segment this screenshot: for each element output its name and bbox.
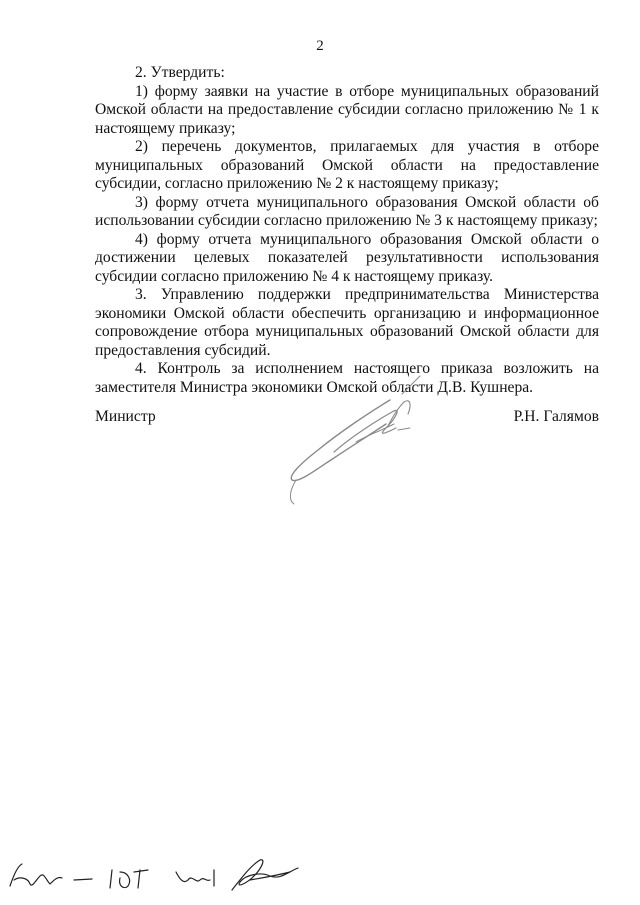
paragraph-approve-heading: 2. Утвердить:	[135, 64, 225, 81]
paragraph-item-2: 2) перечень документов, прилагаемых для участия в отборе муниципальных образований Омской области на предоставление субсидии, согласно приложению № 2 к настоящему приказу;	[95, 138, 599, 192]
paragraph-point-3: 3. Управлению поддержки предпринимательства Министерства экономики Омской области обеспечить организацию и информационное сопровождение отбора муниципальных образований Омской области для предоставления субсидий.	[95, 286, 599, 359]
paragraph-item-3: 3) форму отчета муниципального образования Омской области об использовании субсидии согласно приложению № 3 к настоящему приказу;	[95, 193, 599, 229]
document-body	[95, 64, 599, 397]
signatory-name: Р.Н. Галямов	[513, 408, 599, 425]
paragraph-item-1: 1) форму заявки на участие в отборе муниципальных образований Омской области на предоставление субсидии согласно приложению № 1 к настоящему приказу;	[95, 82, 599, 137]
paragraph-item-4: 4) форму отчета муниципального образования Омской области о достижении целевых показателей результативности использования субсидии согласно приложению № 4 к настоящему приказу.	[95, 230, 599, 285]
signatory-title: Министр	[95, 408, 156, 425]
handwritten-marks	[0, 850, 330, 900]
handwritten-signature	[270, 372, 450, 522]
paragraph-point-4: 4. Контроль за исполнением настоящего приказа возложить на заместителя Министра экономики Омской области Д.В. Кушнера.	[95, 360, 599, 396]
page-number: 2	[316, 38, 324, 54]
